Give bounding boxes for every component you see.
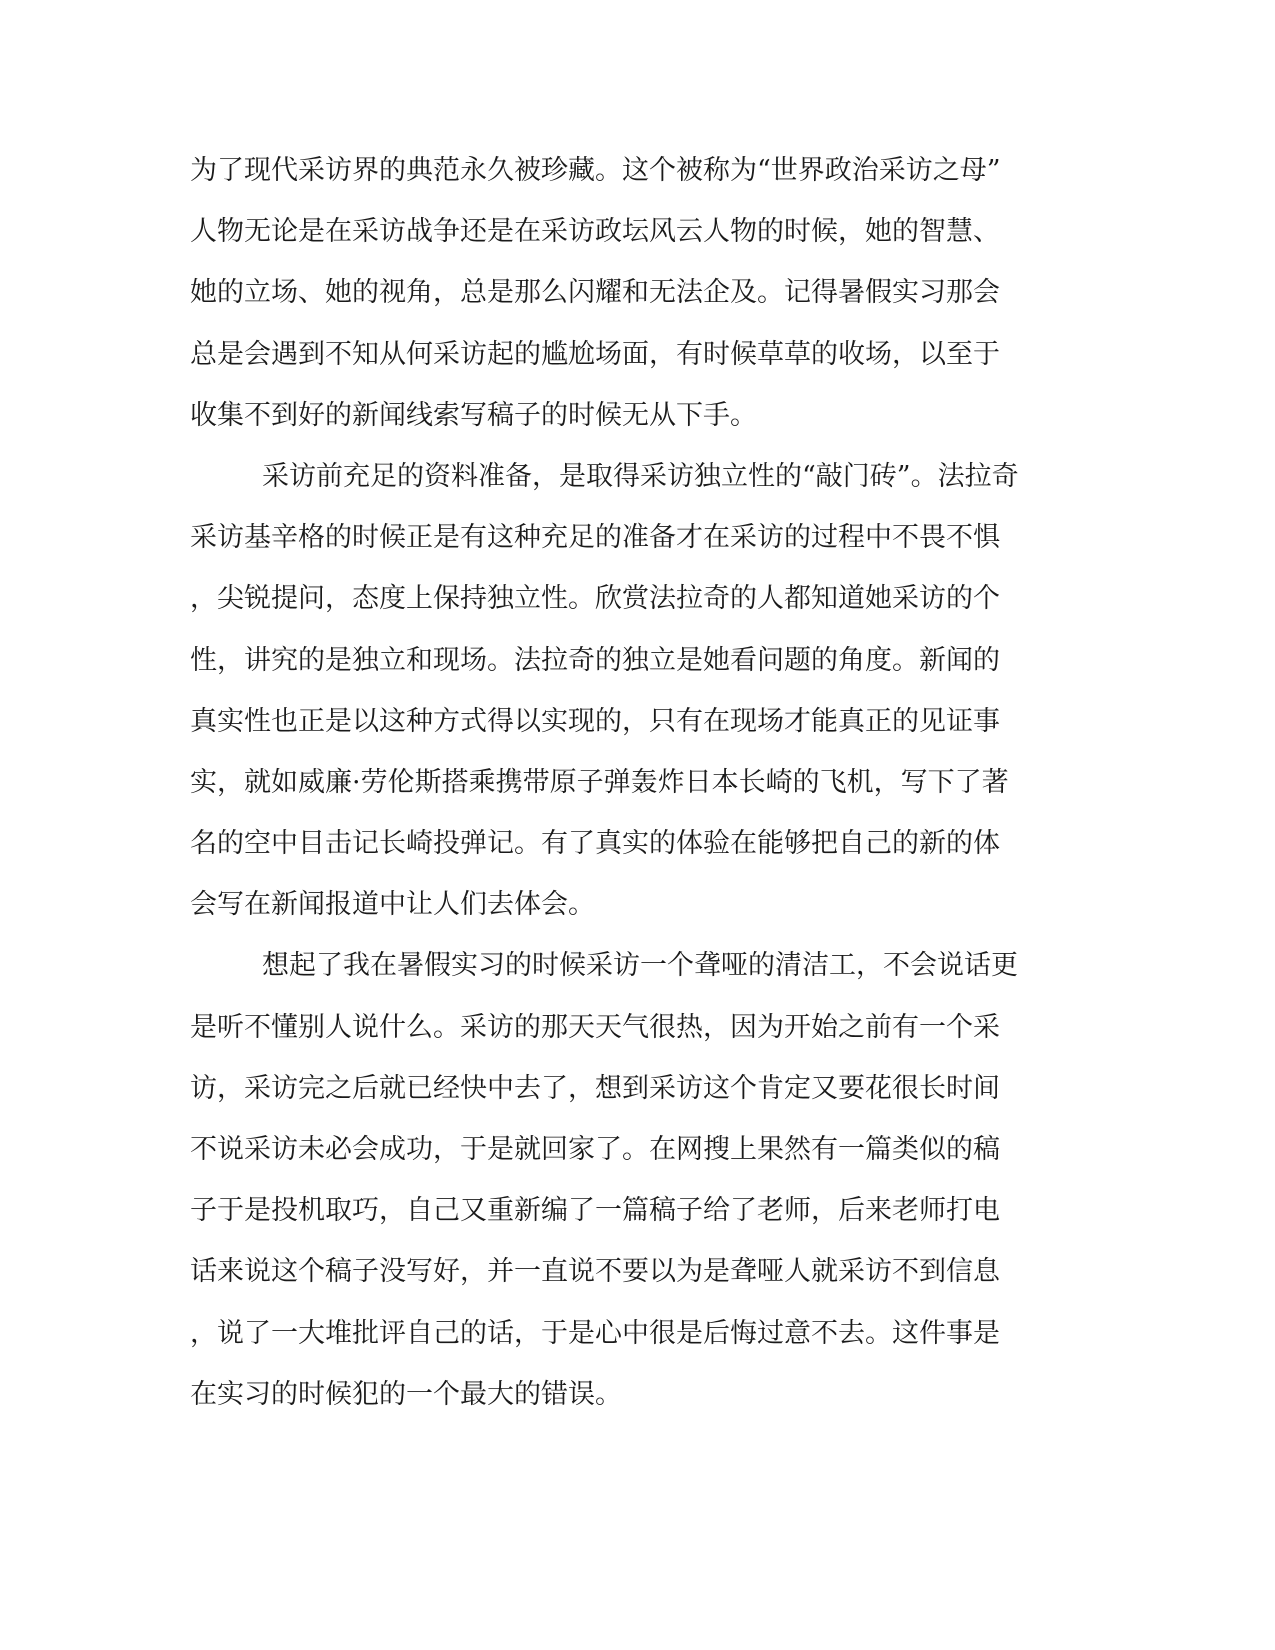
body-text [190, 140, 1090, 1425]
paragraph-1-line-2: 人物无论是在采访战争还是在采访政坛风云人物的时候，她的智慧、 [190, 216, 1000, 248]
paragraph-3-line-1: 想起了我在暑假实习的时候采访一个聋哑的清洁工，不会说话更 [262, 950, 1018, 982]
paragraph-2-line-5: 真实性也正是以这种方式得以实现的，只有在现场才能真正的见证事 [190, 705, 1000, 737]
paragraph-2-line-2: 采访基辛格的时候正是有这种充足的准备才在采访的过程中不畏不惧 [190, 522, 1000, 554]
paragraph-3-line-4: 不说采访未必会成功，于是就回家了。在网搜上果然有一篇类似的稿 [190, 1134, 1000, 1165]
paragraph-1-line-3: 她的立场、她的视角，总是那么闪耀和无法企及。记得暑假实习那会 [190, 277, 1000, 309]
paragraph-2-line-4: 性，讲究的是独立和现场。法拉奇的独立是她看问题的角度。新闻的 [190, 644, 1000, 676]
paragraph-3-line-6: 话来说这个稿子没写好，并一直说不要以为是聋哑人就采访不到信息 [190, 1256, 1000, 1288]
paragraph-2-line-3: ，尖锐提问，态度上保持独立性。欣赏法拉奇的人都知道她采访的个 [190, 583, 1000, 615]
paragraph-3-line-2: 是听不懂别人说什么。采访的那天天气很热，因为开始之前有一个采 [190, 1011, 1000, 1043]
paragraph-2-line-7: 名的空中目击记长崎投弹记。有了真实的体验在能够把自己的新的体 [190, 828, 1000, 860]
paragraph-2-line-6: 实，就如威廉·劳伦斯搭乘携带原子弹轰炸日本长崎的飞机，写下了著 [190, 766, 1009, 798]
paragraph-1-line-5: 收集不到好的新闻线索写稿子的时候无从下手。 [190, 399, 757, 431]
paragraph-1-line-4: 总是会遇到不知从何采访起的尴尬场面，有时候草草的收场，以至于 [190, 338, 1000, 370]
paragraph-1-line-1: 为了现代采访界的典范永久被珍藏。这个被称为“世界政治采访之母” [190, 155, 1001, 186]
paragraph-3-line-8: 在实习的时候犯的一个最大的错误。 [190, 1378, 622, 1410]
paragraph-2-line-8: 会写在新闻报道中让人们去体会。 [190, 889, 595, 921]
paragraph-2-line-1: 采访前充足的资料准备，是取得采访独立性的“敲门砖”。法拉奇 [262, 460, 1019, 492]
paragraph-3-line-3: 访，采访完之后就已经快中去了，想到采访这个肯定又要花很长时间 [190, 1072, 1000, 1104]
paragraph-3-line-5: 子于是投机取巧，自己又重新编了一篇稿子给了老师，后来老师打电 [190, 1195, 1000, 1227]
paragraph-3-line-7: ，说了一大堆批评自己的话，于是心中很是后悔过意不去。这件事是 [190, 1317, 1000, 1349]
